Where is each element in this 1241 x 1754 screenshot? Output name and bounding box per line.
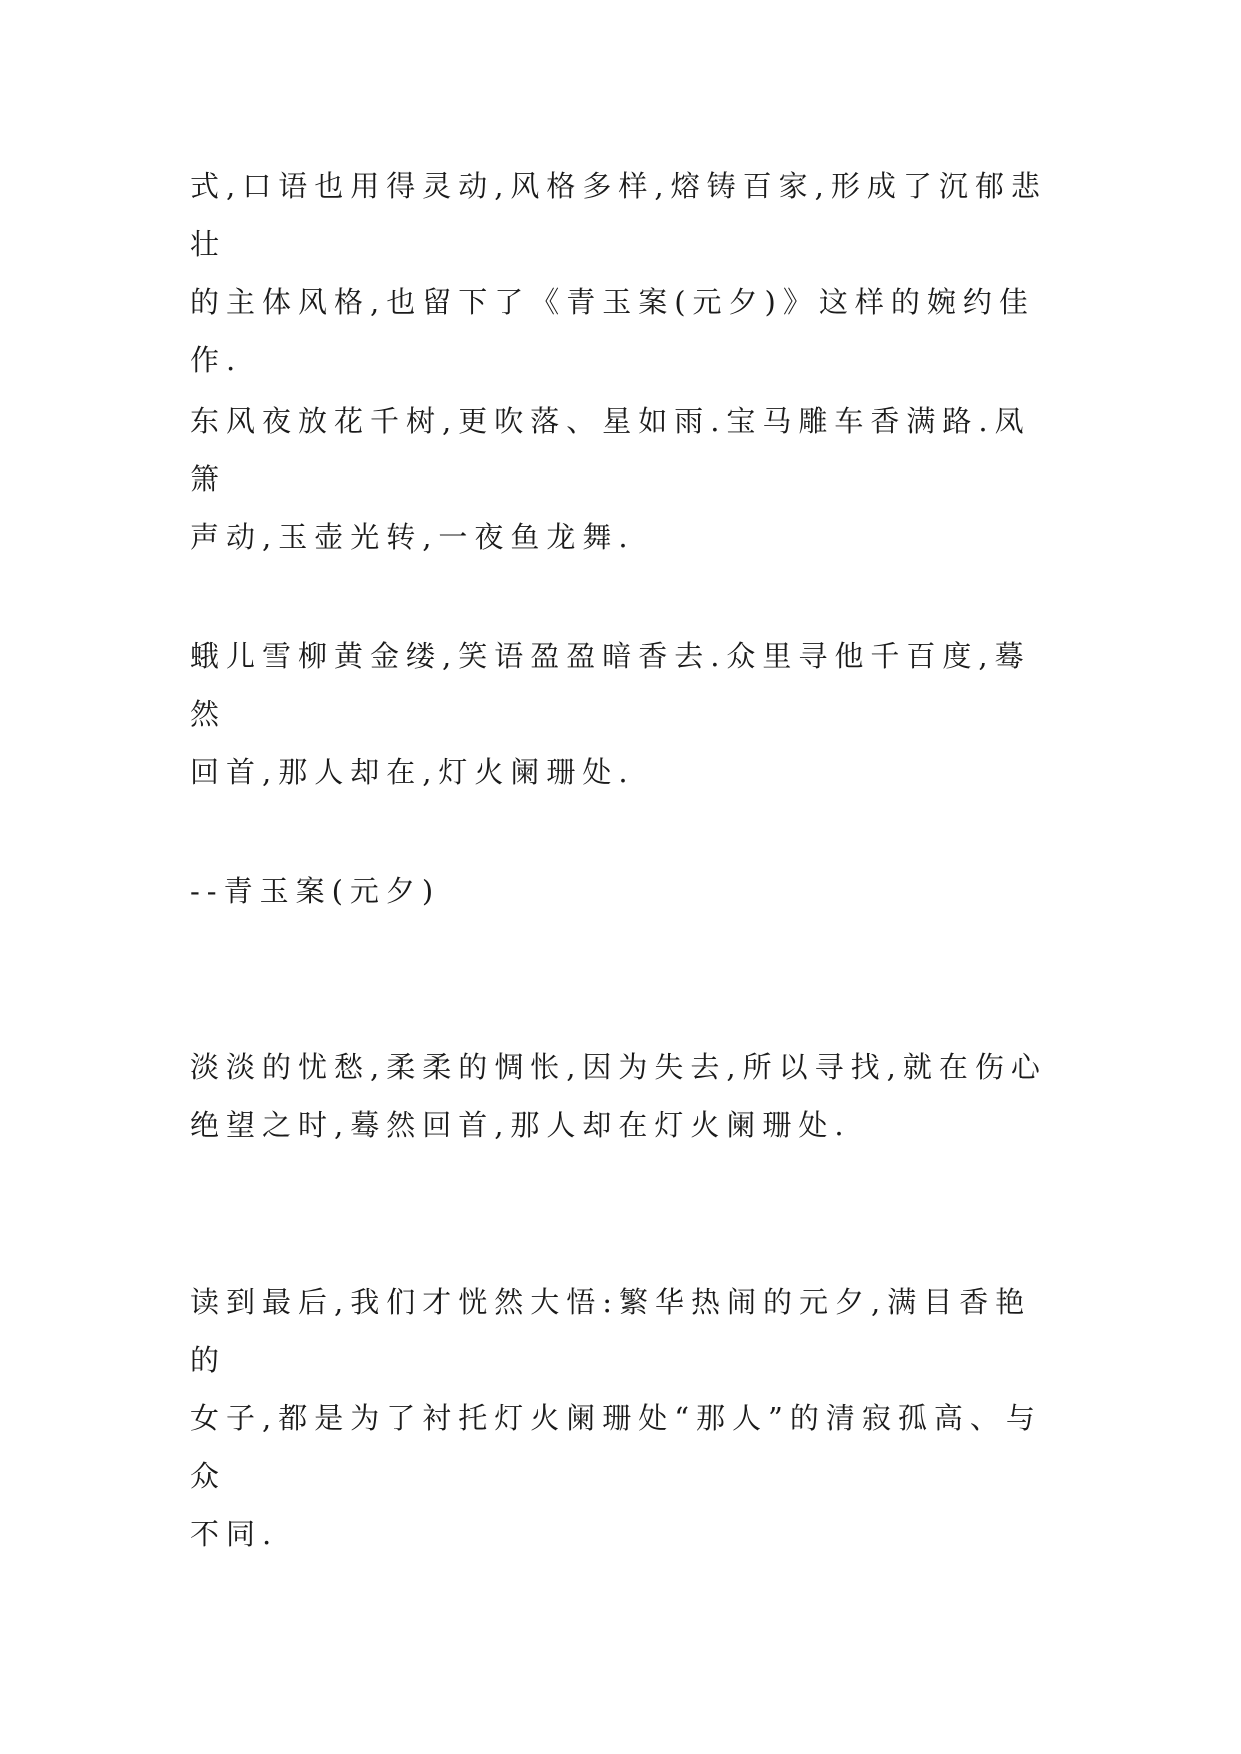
paragraph-commentary: 淡淡的忧愁,柔柔的惆怅,因为失去,所以寻找,就在伤心 绝望之时,蓦然回首,那人却在灯火阑珊处. <box>190 1050 1047 1142</box>
poem-title-attribution: --青玉案(元夕) <box>190 874 441 908</box>
poem-stanza-1: 东风夜放花千树,更吹落、星如雨.宝马雕车香满路.凤箫 声动,玉壶光转,一夜鱼龙舞. <box>190 404 1031 554</box>
paragraph-conclusion: 读到最后,我们才恍然大悟:繁华热闹的元夕,满目香艳的 女子,都是为了衬托灯火阑珊处“那人”的清寂孤高、与众 不同. <box>190 1285 1042 1551</box>
paragraph-intro: 式,口语也用得灵动,风格多样,熔铸百家,形成了沉郁悲壮 的主体风格,也留下了《青玉案(元夕)》这样的婉约佳作. <box>190 169 1047 377</box>
poem-stanza-2: 蛾儿雪柳黄金缕,笑语盈盈暗香去.众里寻他千百度,蓦然 回首,那人却在,灯火阑珊处. <box>190 639 1031 789</box>
